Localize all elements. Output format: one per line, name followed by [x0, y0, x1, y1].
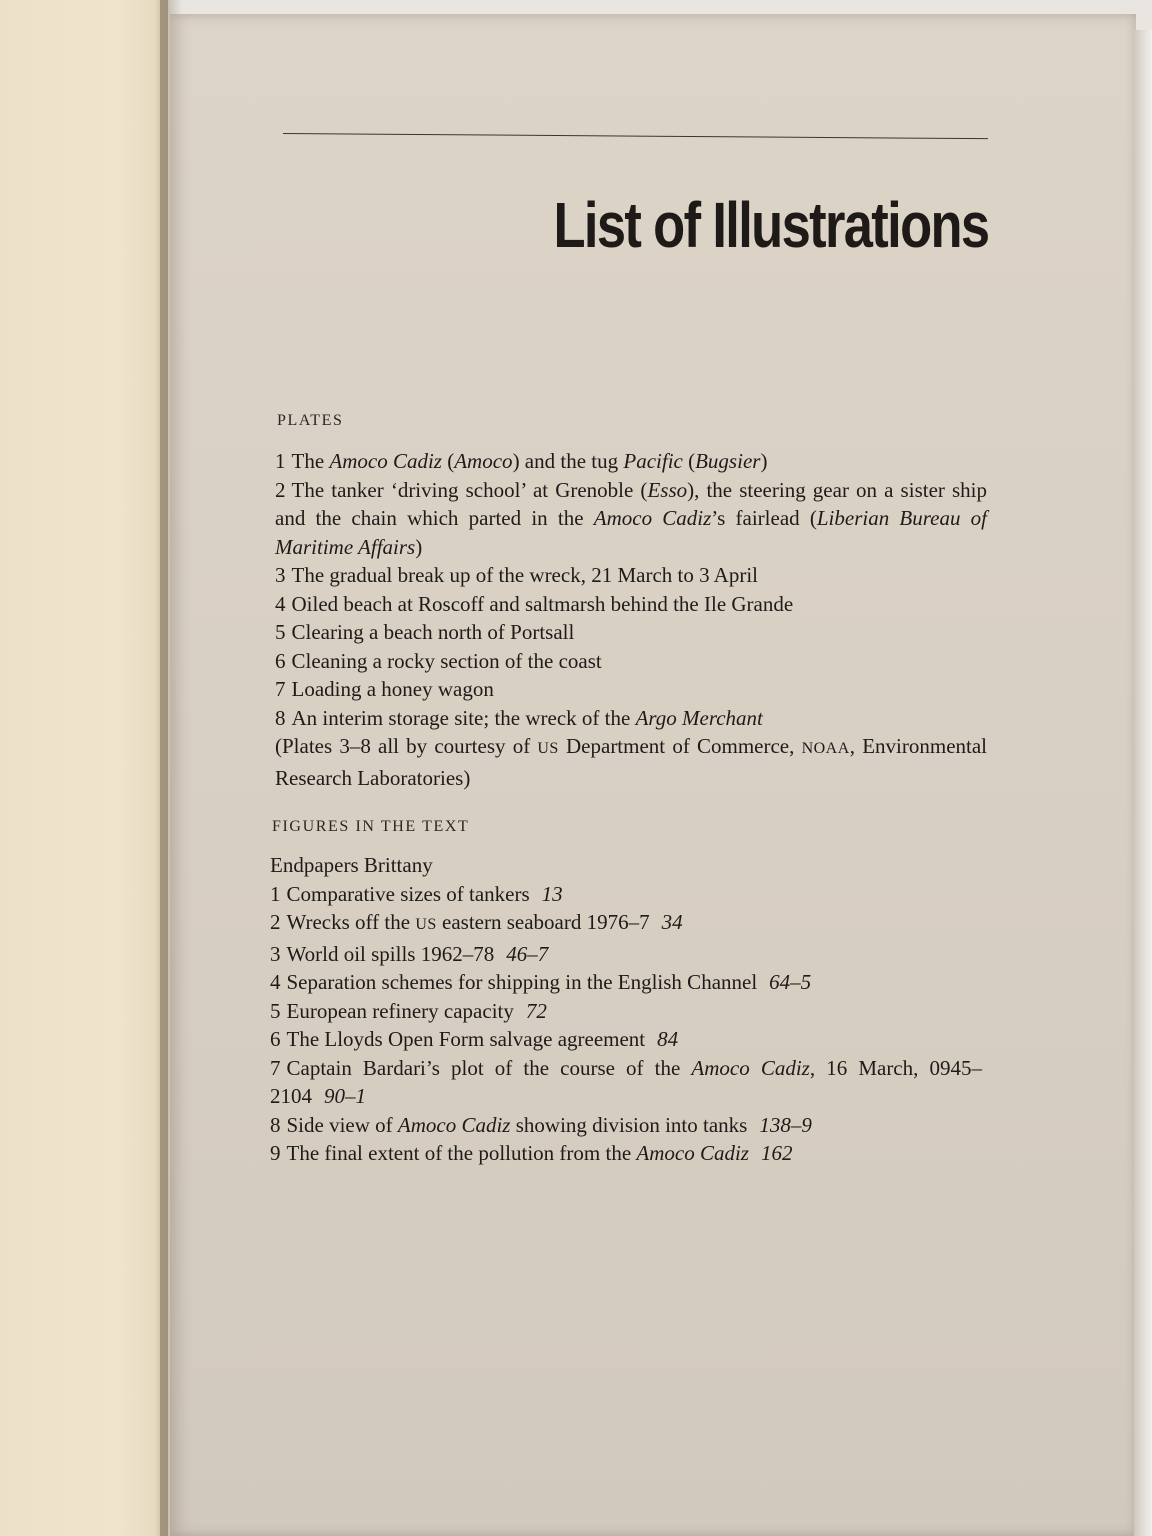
- plates-list: [275, 447, 987, 792]
- figure-item: 1 Comparative sizes of tankers 13: [270, 881, 563, 906]
- facing-blank-page: [0, 0, 168, 1536]
- plate-item: 6 Cleaning a rocky section of the coast: [275, 648, 602, 673]
- plates-heading: PLATES: [277, 412, 344, 429]
- plate-item: 2 The tanker ‘driving school’ at Grenoble (Esso), the steering gear on a sister ship and the chain which parted in the Amoco Cadiz’s fairlead (Liberian Bureau of Maritime Affairs): [275, 477, 988, 559]
- figures-heading: FIGURES IN THE TEXT: [272, 818, 470, 835]
- plate-item: 7 Loading a honey wagon: [275, 677, 494, 701]
- figure-item: 9 The final extent of the pollution from the Amoco Cadiz 162: [270, 1141, 793, 1165]
- figure-item: 7 Captain Bardari’s plot of the course of the Amoco Cadiz, 16 March, 0945–2104 90–1: [270, 1055, 982, 1108]
- figure-item: 4 Separation schemes for shipping in the English Channel 64–5: [270, 970, 812, 994]
- plate-item: 3 The gradual break up of the wreck, 21 March to 3 April: [275, 563, 759, 587]
- plate-item: 4 Oiled beach at Roscoff and saltmarsh behind the Ile Grande: [275, 591, 794, 616]
- plate-item: 1 The Amoco Cadiz (Amoco) and the tug Pacific (Bugsier): [275, 449, 768, 473]
- page-edge: [1134, 30, 1152, 1536]
- figure-item: 3 World oil spills 1962–78 46–7: [270, 941, 549, 966]
- endpapers-item: Endpapers Brittany: [270, 853, 433, 877]
- figure-item: 8 Side view of Amoco Cadiz showing division into tanks 138–9: [270, 1112, 812, 1137]
- figure-item: 5 European refinery capacity 72: [270, 998, 547, 1023]
- figure-item: 2 Wrecks off the US eastern seaboard 1976–7 34: [270, 910, 683, 934]
- figures-list: [270, 851, 982, 1168]
- figure-item: 6 The Lloyds Open Form salvage agreement 84: [270, 1027, 679, 1051]
- page-title: List of Illustrations: [553, 189, 988, 261]
- plate-item: 5 Clearing a beach north of Portsall: [275, 620, 575, 644]
- plate-item: 8 An interim storage site; the wreck of the Argo Merchant: [275, 705, 763, 730]
- plates-credit: (Plates 3–8 all by courtesy of US Department of Commerce, NOAA, Environmental Research Laboratories): [275, 734, 988, 790]
